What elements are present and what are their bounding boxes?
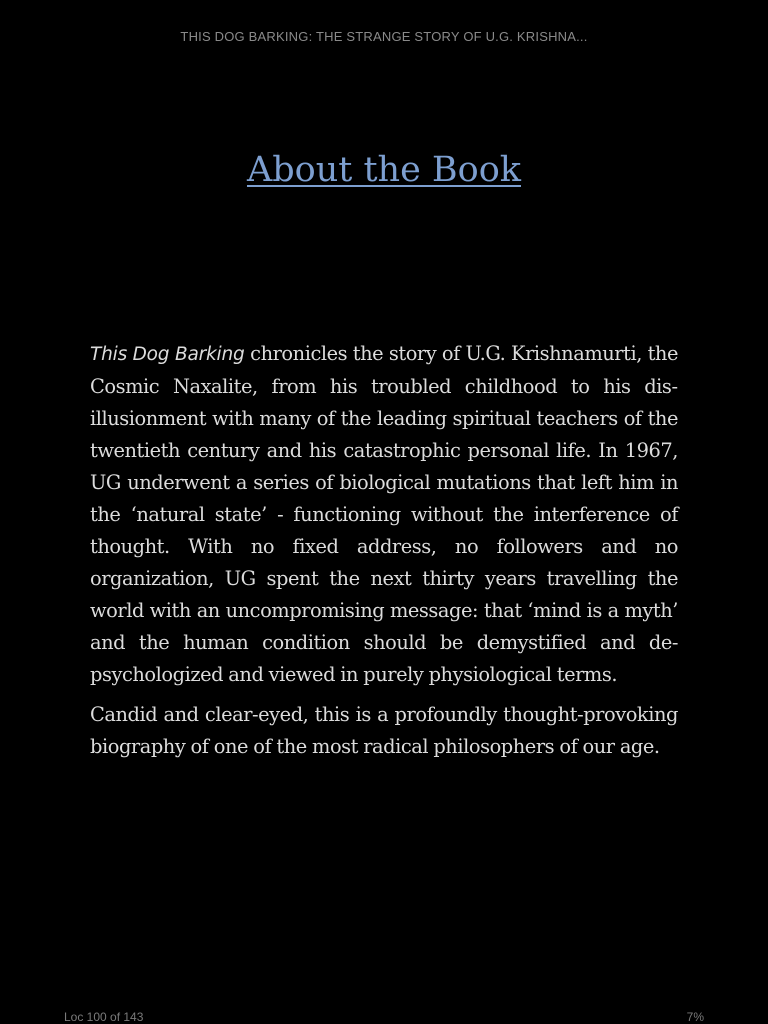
- book-title-italic: This Dog Barking: [90, 344, 245, 365]
- reading-progress-footer[interactable]: [64, 1010, 704, 1024]
- percent-indicator[interactable]: 7%: [686, 1010, 704, 1024]
- book-content: [90, 338, 678, 771]
- chapter-heading-link[interactable]: About the Book: [246, 150, 521, 190]
- paragraph-2: Candid and clear-eyed, this is a profoundly thought-provoking biography of one of the most radical philosophers of our age.: [90, 703, 678, 758]
- location-indicator[interactable]: Loc 100 of 143: [64, 1010, 144, 1024]
- book-title-header[interactable]: THIS DOG BARKING: THE STRANGE STORY OF U.G. KRISHNA...: [180, 29, 588, 44]
- paragraph-1-text: chronicles the story of U.G. Krishnamurti, the Cosmic Naxalite, from his troubled childhood to his disillusionment with many of the leading spiritual teachers of the twentieth century and his catastrophic personal life. In 1967, UG underwent a series of biological mutations that left him in the ‘natural state’ - functioning without the interference of thought. With no fixed address, no followers and no organization, UG spent the next thirty years travelling the world with an uncompromising message: that ‘mind is a myth’ and the human condition should be demystified and de-psychologized and viewed in purely physiological terms.: [90, 342, 678, 686]
- paragraph-1: [90, 338, 678, 691]
